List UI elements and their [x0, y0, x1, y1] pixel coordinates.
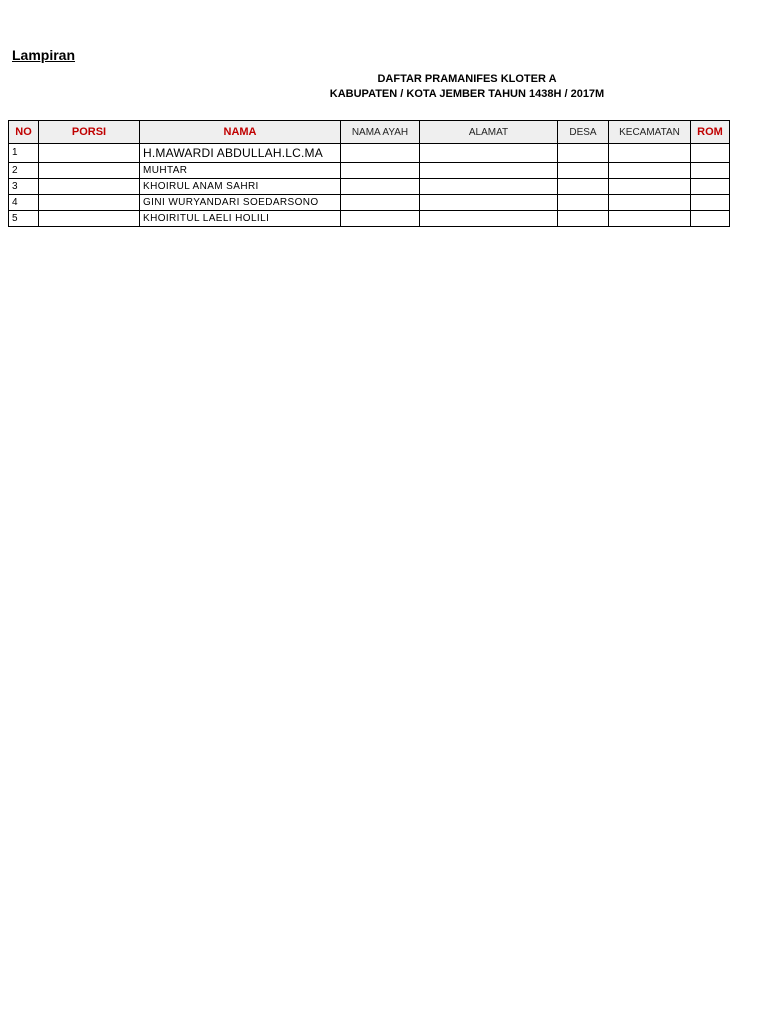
attachment-label: Lampiran — [12, 47, 76, 63]
cell-nama-ayah — [341, 195, 420, 211]
cell-nama-ayah — [341, 163, 420, 179]
cell-rom — [691, 144, 730, 163]
cell-nama: GINI WURYANDARI SOEDARSONO — [140, 195, 341, 211]
cell-no: 3 — [9, 179, 39, 195]
cell-porsi — [39, 179, 140, 195]
column-header-rom: ROM — [691, 121, 730, 144]
cell-porsi — [39, 211, 140, 227]
cell-desa — [558, 195, 609, 211]
cell-nama: H.MAWARDI ABDULLAH.LC.MA — [140, 144, 341, 163]
document-title: DAFTAR PRAMANIFES KLOTER A — [377, 73, 557, 85]
table-row — [9, 211, 730, 227]
cell-alamat — [420, 163, 558, 179]
column-header-desa: DESA — [558, 121, 609, 144]
cell-no: 2 — [9, 163, 39, 179]
cell-alamat — [420, 144, 558, 163]
cell-kecamatan — [609, 211, 691, 227]
cell-kecamatan — [609, 163, 691, 179]
cell-nama-ayah — [341, 211, 420, 227]
manifest-table — [8, 120, 730, 227]
cell-desa — [558, 211, 609, 227]
column-header-no: NO — [9, 121, 39, 144]
table-row — [9, 195, 730, 211]
cell-porsi — [39, 144, 140, 163]
cell-desa — [558, 163, 609, 179]
cell-kecamatan — [609, 179, 691, 195]
table-row — [9, 179, 730, 195]
cell-no: 5 — [9, 211, 39, 227]
cell-nama: KHOIRITUL LAELI HOLILI — [140, 211, 341, 227]
column-header-alamat: ALAMAT — [420, 121, 558, 144]
cell-nama: KHOIRUL ANAM SAHRI — [140, 179, 341, 195]
cell-porsi — [39, 195, 140, 211]
document-subtitle: KABUPATEN / KOTA JEMBER TAHUN 1438H / 2017M — [329, 88, 605, 100]
table-row — [9, 144, 730, 163]
cell-rom — [691, 163, 730, 179]
cell-kecamatan — [609, 195, 691, 211]
cell-alamat — [420, 211, 558, 227]
cell-rom — [691, 211, 730, 227]
cell-no: 4 — [9, 195, 39, 211]
cell-alamat — [420, 179, 558, 195]
cell-porsi — [39, 163, 140, 179]
cell-nama: MUHTAR — [140, 163, 341, 179]
cell-kecamatan — [609, 144, 691, 163]
cell-nama-ayah — [341, 179, 420, 195]
cell-desa — [558, 179, 609, 195]
cell-rom — [691, 179, 730, 195]
cell-alamat — [420, 195, 558, 211]
column-header-kecamatan: KECAMATAN — [609, 121, 691, 144]
cell-rom — [691, 195, 730, 211]
column-header-nama: NAMA — [140, 121, 341, 144]
table-row — [9, 163, 730, 179]
cell-desa — [558, 144, 609, 163]
column-header-nama-ayah: NAMA AYAH — [341, 121, 420, 144]
table-header-row — [9, 121, 730, 144]
cell-nama-ayah — [341, 144, 420, 163]
cell-no: 1 — [9, 144, 39, 163]
column-header-porsi: PORSI — [39, 121, 140, 144]
